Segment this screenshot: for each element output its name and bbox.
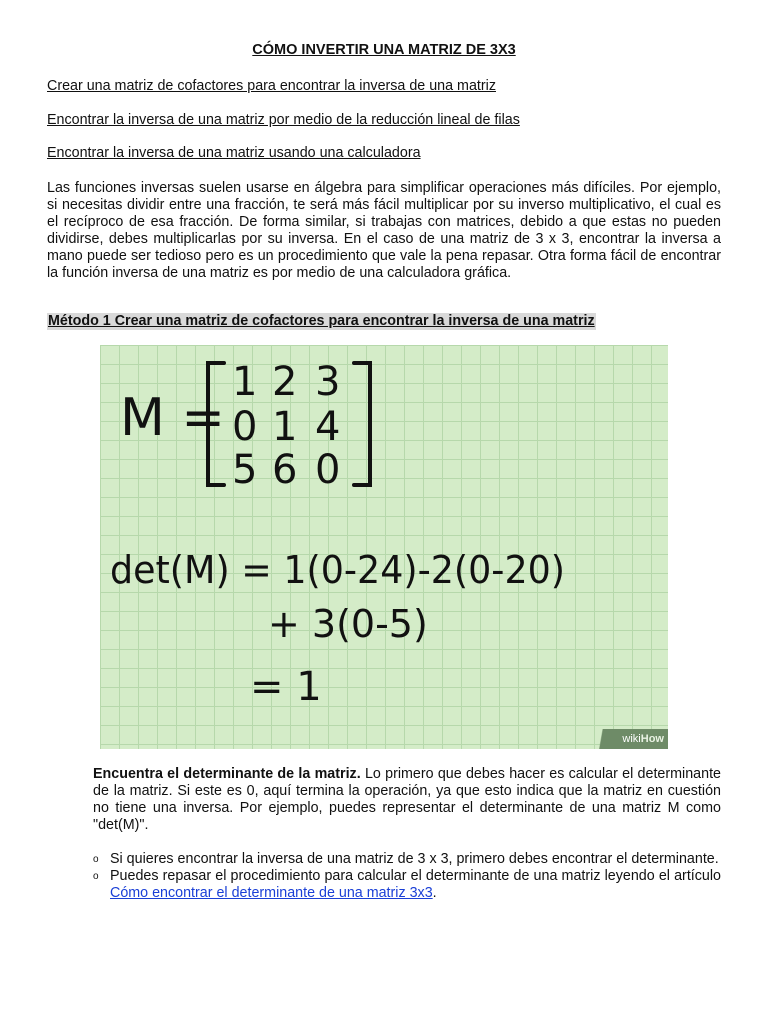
toc-link-calculadora[interactable]: Encontrar la inversa de una matriz usando una calculadora — [47, 145, 421, 161]
determinant-line-3: = 1 — [250, 664, 322, 710]
matrix-cell: 2 — [272, 359, 298, 405]
method-1-heading: Método 1 Crear una matriz de cofactores para encontrar la inversa de una matriz — [48, 313, 595, 329]
document-title: CÓMO INVERTIR UNA MATRIZ DE 3X3 — [252, 42, 516, 58]
matrix-label: M = — [120, 388, 225, 448]
determinant-article-link[interactable]: Cómo encontrar el determinante de una matriz 3x3 — [110, 885, 433, 901]
matrix-cell: 0 — [315, 447, 341, 493]
matrix-cell: 1 — [272, 404, 298, 450]
matrix-cell: 4 — [315, 404, 341, 450]
step-bold-lead: Encuentra el determinante de la matriz. — [93, 766, 361, 782]
determinant-line-1: det(M) = 1(0-24)-2(0-20) — [110, 548, 565, 592]
watermark-how-text: How — [640, 733, 664, 745]
determinant-line-2: + 3(0-5) — [268, 602, 428, 646]
intro-paragraph: Las funciones inversas suelen usarse en álgebra para simplificar operaciones más difíciles. Por ejemplo, si necesitas dividir entre una fracción, te será más fácil multiplicar por su inverso multiplicativo, el cual es el recíproco de esa fracción. De forma similar, si trabajas con matrices, debido a que estas no pueden dividirse, debes multiplicarlas por su inversa. En el caso de una matriz de 3 x 3, encontrar la inversa a mano puede ser tedioso pero es un procedimiento que vale la pena repasar. Otra forma fácil de encontrar la función inversa de una matriz es por medio de una calculadora gráfica. — [47, 180, 721, 281]
list-item — [93, 868, 721, 902]
illustration-matrix-determinant — [100, 345, 668, 749]
matrix-cell: 0 — [232, 404, 258, 450]
step-body-text: Lo primero que debes hacer es calcular el determinante de la matriz. Si este es 0, aquí termina la operación, ya que esto indica que la matriz en cuestión no tiene una inversa. Por ejemplo, puedes representar el determinante de una matriz M como "det(M)". — [93, 766, 721, 833]
bullet-text: Si quieres encontrar la inversa de una matriz de 3 x 3, primero debes encontrar el determinante. — [110, 851, 719, 867]
matrix-cell: 6 — [272, 447, 298, 493]
bullet-icon: o — [93, 871, 99, 882]
bullet-icon: o — [93, 854, 99, 865]
matrix-cell: 1 — [232, 359, 258, 405]
step-paragraph — [93, 766, 721, 834]
right-bracket-shape — [354, 363, 370, 485]
wikihow-watermark — [590, 729, 668, 749]
step-bullet-list — [93, 851, 721, 902]
watermark-wiki-text: wiki — [622, 733, 641, 745]
toc-link-cofactores[interactable]: Crear una matriz de cofactores para encontrar la inversa de una matriz — [47, 78, 496, 94]
bullet-text-prefix: Puedes repasar el procedimiento para calcular el determinante de una matriz leyendo el artículo — [110, 868, 721, 884]
handwritten-math-svg — [100, 345, 668, 749]
bullet-text-suffix: . — [432, 885, 437, 901]
toc-link-reduccion-filas[interactable]: Encontrar la inversa de una matriz por medio de la reducción lineal de filas — [47, 112, 520, 128]
list-item — [93, 851, 721, 868]
matrix-cell: 5 — [232, 447, 258, 493]
matrix-cell: 3 — [315, 359, 341, 405]
